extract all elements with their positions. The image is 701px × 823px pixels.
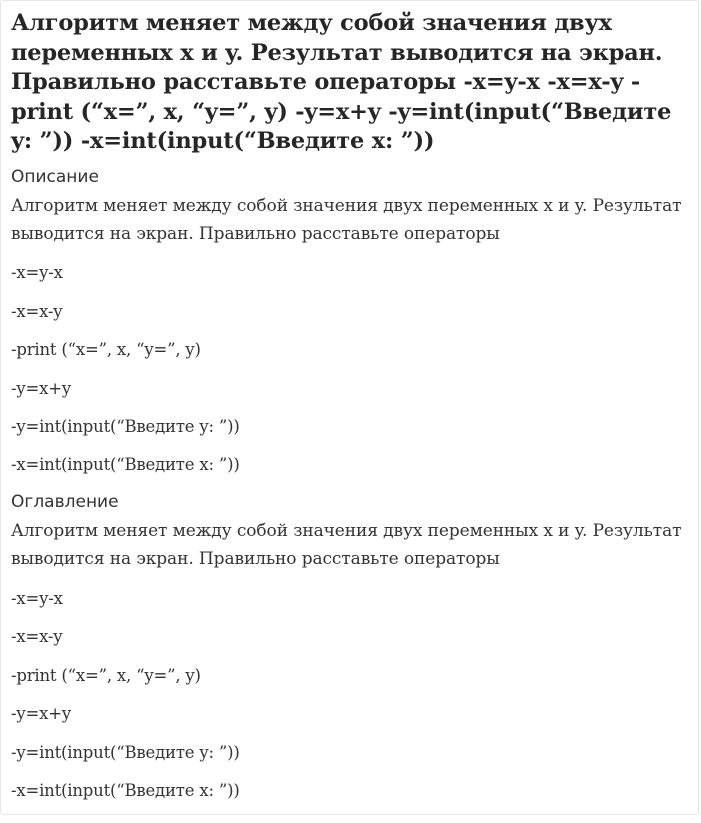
contents-text: Алгоритм меняет между собой значения двух переменных x и y. Результат выводится на экран. Правильно расставьте операторы bbox=[11, 521, 682, 569]
operator-line: -x=y-x bbox=[11, 589, 63, 608]
section-label-contents: Оглавление bbox=[11, 492, 119, 512]
section-label-description: Описание bbox=[11, 167, 99, 187]
operator-line: -y=int(input(“Введите y: ”)) bbox=[11, 743, 240, 762]
operator-line: -print (“x=”, x, “y=”, y) bbox=[11, 666, 201, 685]
description-text: Алгоритм меняет между собой значения двух переменных x и y. Результат выводится на экран. Правильно расставьте операторы bbox=[11, 196, 682, 244]
operator-line: -x=int(input(“Введите x: ”)) bbox=[11, 455, 240, 474]
operator-line: -x=y-x bbox=[11, 263, 63, 282]
operator-line: -y=int(input(“Введите y: ”)) bbox=[11, 417, 240, 436]
question-title: Алгоритм меняет между собой значения двух переменных x и y. Результат выводится на экран. Правильно расставьте операторы -x=y-x -x=x-y -print (“x=”, x, “y=”, y) -y=x+y -y=int(input(“Введите y: ”)) -x=int(input(“Введите x: ”)) bbox=[11, 10, 672, 154]
operator-line: -x=x-y bbox=[11, 302, 63, 321]
operator-line: -x=x-y bbox=[11, 627, 63, 646]
operator-line: -x=int(input(“Введите x: ”)) bbox=[11, 781, 240, 800]
operator-line: -y=x+y bbox=[11, 704, 71, 723]
operator-line: -print (“x=”, x, “y=”, y) bbox=[11, 340, 201, 359]
operator-line: -y=x+y bbox=[11, 379, 71, 398]
